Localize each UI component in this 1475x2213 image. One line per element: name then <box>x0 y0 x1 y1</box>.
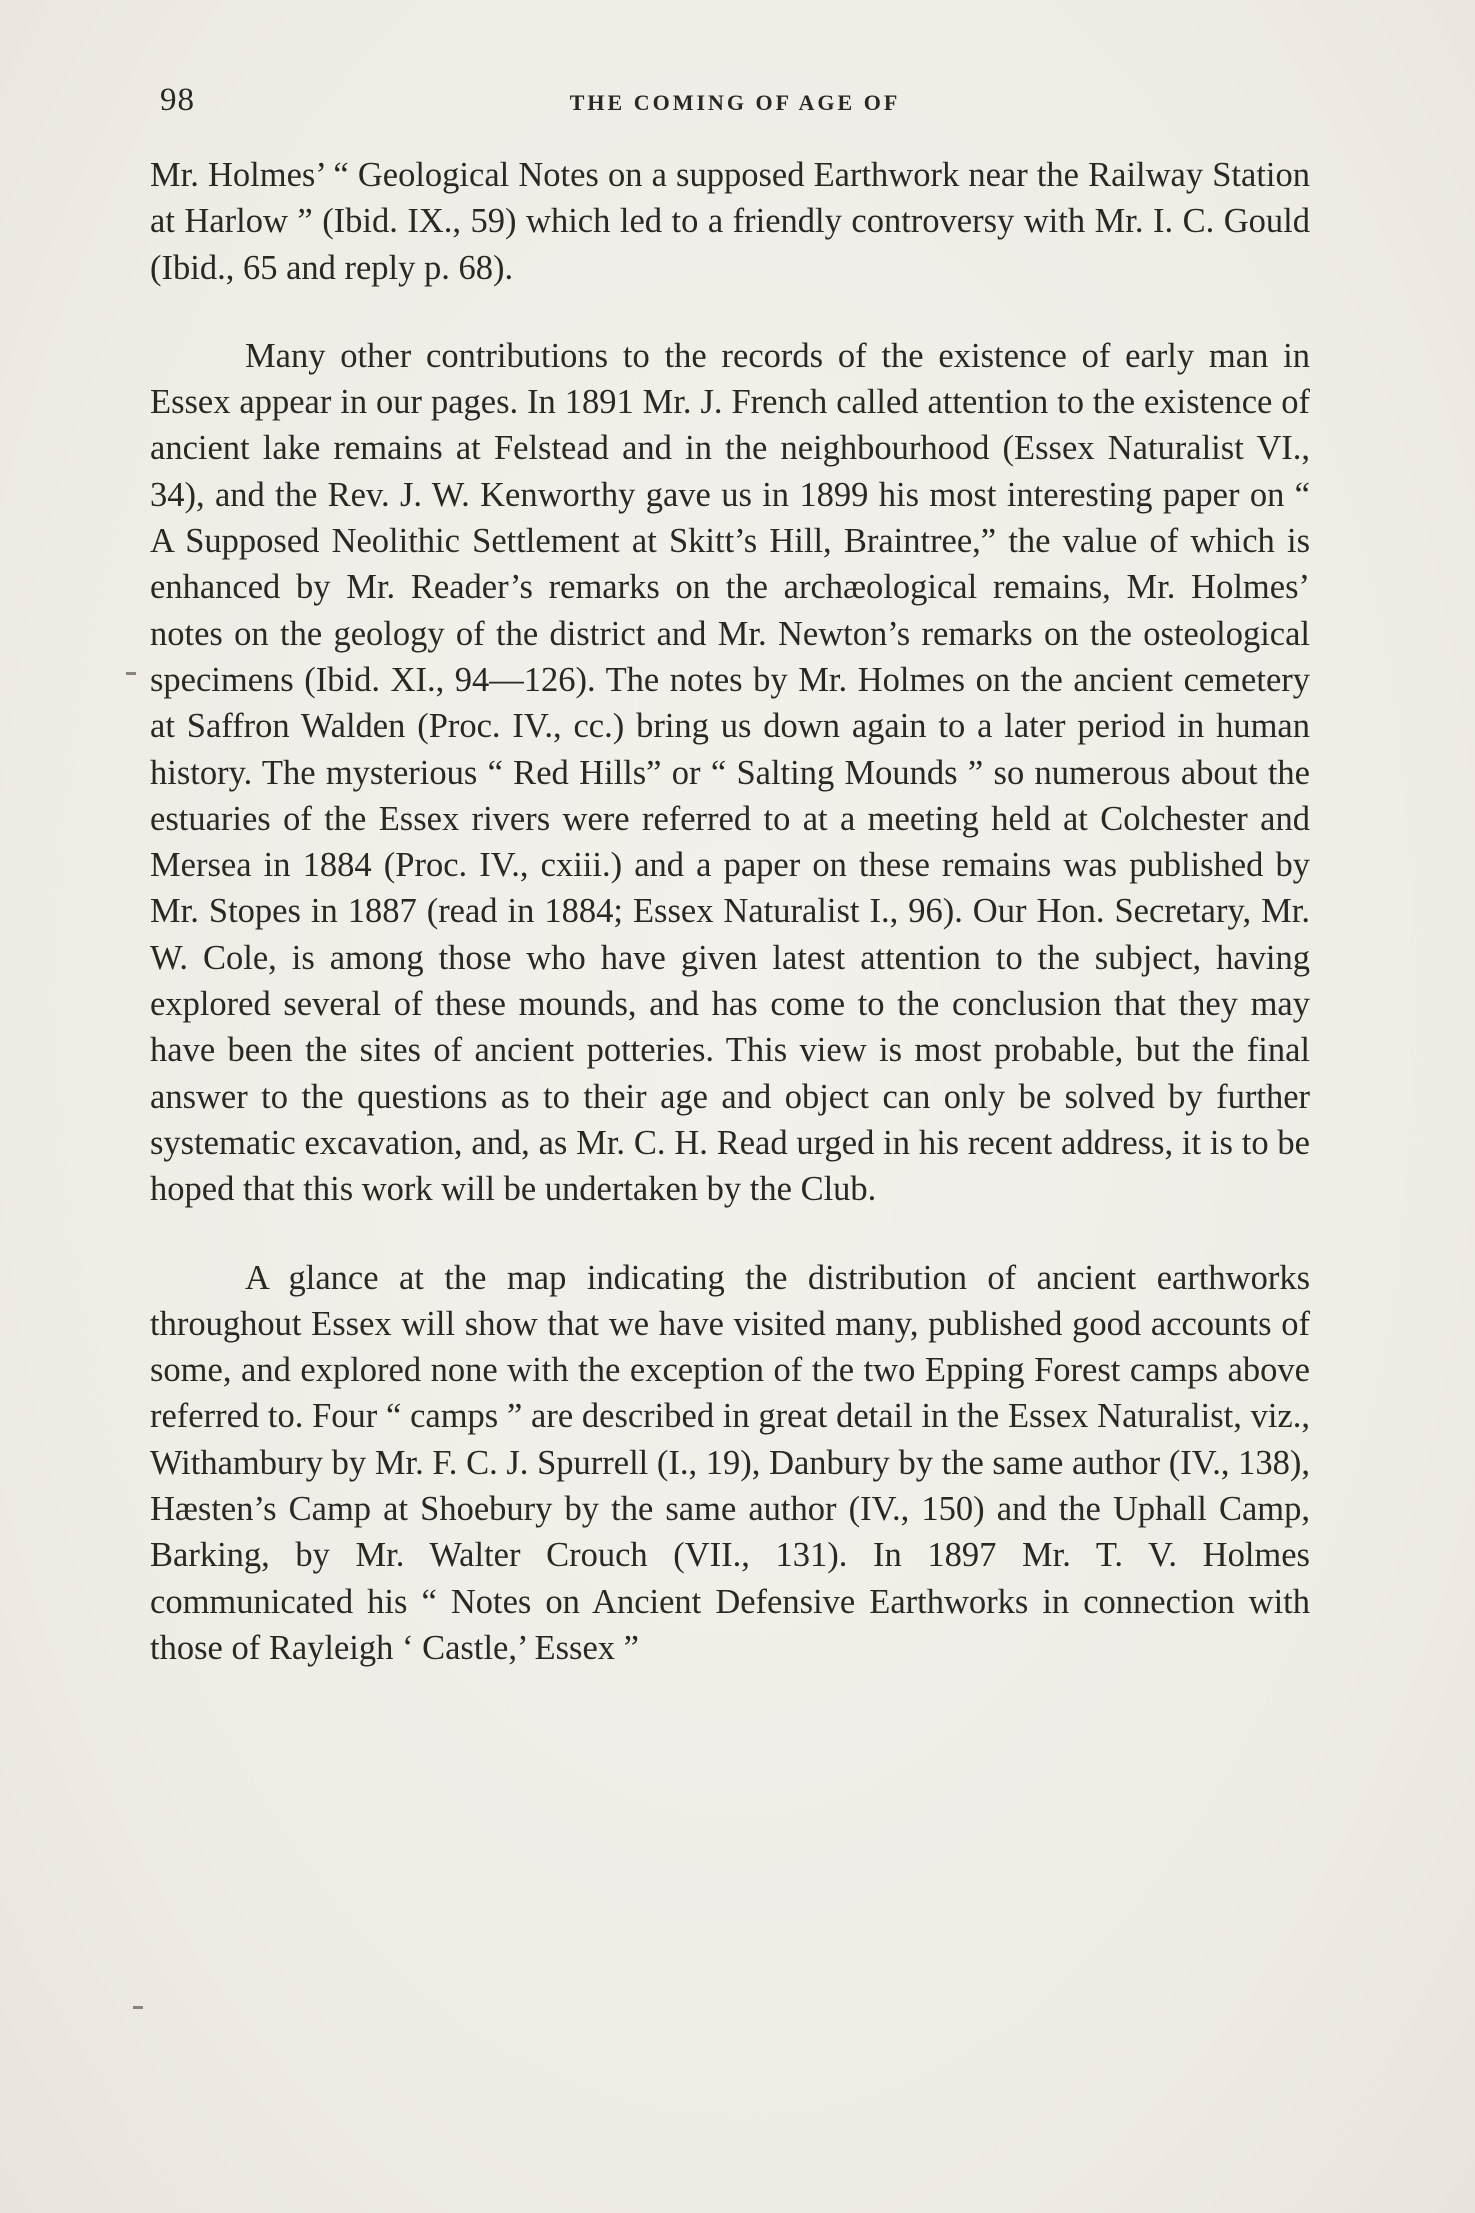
running-head: THE COMING OF AGE OF <box>569 90 901 115</box>
margin-mark <box>133 2006 143 2009</box>
body-text <box>150 152 1310 1671</box>
paragraph-continued: Mr. Holmes’ “ Geological Notes on a supposed Earthwork near the Railway Station at Harlow ” (Ibid. IX., 59) which led to a friendly controversy with Mr. I. C. Gould (Ibid., 65 and reply p. 68). <box>150 156 1310 287</box>
page-header <box>160 82 1310 132</box>
paragraph-earthworks: A glance at the map indicating the distribution of ancient earthworks throughout Essex will show that we have visited many, published good accounts of some, and explored none with the exception of the two Epping Forest camps above referred to. Four “ camps ” are described in great detail in the Essex Naturalist, viz., Withambury by Mr. F. C. J. Spurrell (I., 19), Danbury by the same author (IV., 138), Hæsten’s Camp at Shoebury by the same author (IV., 150) and the Uphall Camp, Barking, by Mr. Walter Crouch (VII., 131). In 1897 Mr. T. V. Holmes communicated his “ Notes on Ancient Defensive Earthworks in connection with those of Rayleigh ‘ Castle,’ Essex ” <box>150 1258 1310 1667</box>
margin-mark <box>126 672 136 675</box>
page-number: 98 <box>160 82 195 118</box>
paragraph-early-man: Many other contributions to the records of the existence of early man in Essex appear in our pages. In 1891 Mr. J. French called attention to the existence of ancient lake remains at Felstead and in the neighbourhood (Essex Naturalist VI., 34), and the Rev. J. W. Kenworthy gave us in 1899 his most interesting paper on “ A Supposed Neolithic Settlement at Skitt’s Hill, Braintree,” the value of which is enhanced by Mr. Reader’s remarks on the archæological remains, Mr. Holmes’ notes on the geology of the district and Mr. Newton’s remarks on the osteological specimens (Ibid. XI., 94—126). The notes by Mr. Holmes on the ancient cemetery at Saffron Walden (Proc. IV., cc.) bring us down again to a later period in human history. The mysterious “ Red Hills” or “ Salting Mounds ” so numerous about the estuaries of the Essex rivers were referred to at a meeting held at Colchester and Mersea in 1884 (Proc. IV., cxiii.) and a paper on these remains was published by Mr. Stopes in 1887 (read in 1884; Essex Naturalist I., 96). Our Hon. Secretary, Mr. W. Cole, is among those who have given latest attention to the subject, having explored several of these mounds, and has come to the conclusion that they may have been the sites of ancient potteries. This view is most probable, but the final answer to the questions as to their age and object can only be solved by further systematic excavation, and, as Mr. C. H. Read urged in his recent address, it is to be hoped that this work will be undertaken by the Club. <box>150 336 1310 1209</box>
